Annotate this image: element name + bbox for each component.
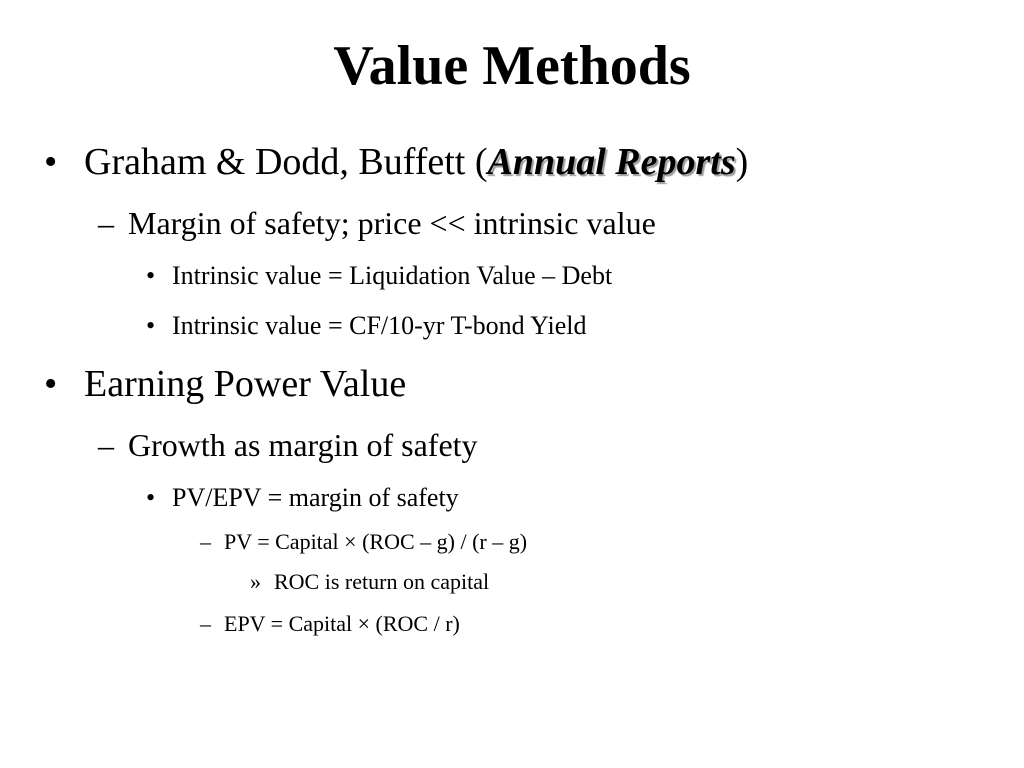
slide-title: Value Methods bbox=[333, 35, 691, 97]
sub-bullet-text: Margin of safety; price << intrinsic value bbox=[128, 205, 656, 241]
bullet-text-after: ) bbox=[735, 141, 749, 183]
sub-sub-bullet-text: Intrinsic value = Liquidation Value – Debt bbox=[172, 261, 613, 290]
bullet-text bbox=[84, 140, 748, 184]
bullet-marker: • bbox=[146, 311, 156, 340]
bullet-marker: • bbox=[146, 483, 156, 512]
annual-reports-emphasis: Annual Reports bbox=[487, 141, 736, 183]
dash-marker: – bbox=[98, 427, 114, 463]
dash-marker: – bbox=[200, 529, 211, 554]
raquo-marker: » bbox=[250, 569, 261, 594]
bullet-text: Earning Power Value bbox=[84, 363, 407, 405]
bullet-marker: • bbox=[146, 261, 156, 290]
dash-marker: – bbox=[98, 205, 114, 241]
level4-bullet-text: PV = Capital × (ROC – g) / (r – g) bbox=[224, 529, 528, 554]
sub-sub-bullet-text: Intrinsic value = CF/10-yr T-bond Yield bbox=[172, 311, 587, 340]
sub-bullet-text: Growth as margin of safety bbox=[128, 427, 478, 463]
dash-marker: – bbox=[200, 611, 211, 636]
bullet-marker: • bbox=[44, 141, 58, 183]
level5-bullet-text: ROC is return on capital bbox=[274, 569, 490, 594]
level4-bullet-text: EPV = Capital × (ROC / r) bbox=[224, 611, 460, 636]
bullet-marker: • bbox=[44, 363, 58, 405]
bullet-text-before: Graham & Dodd, Buffett ( bbox=[84, 141, 488, 183]
sub-sub-bullet-text: PV/EPV = margin of safety bbox=[172, 483, 459, 512]
